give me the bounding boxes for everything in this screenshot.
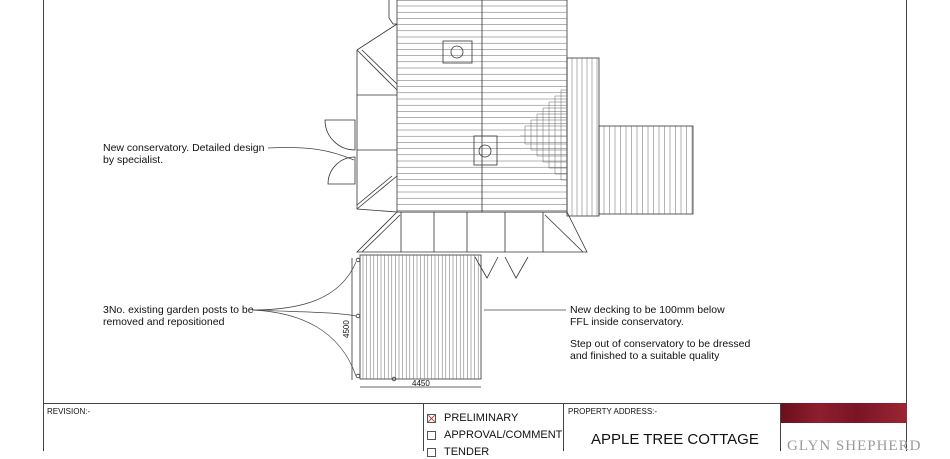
status-approval-label: APPROVAL/COMMENT (444, 429, 563, 441)
width-dimension: 4450 (412, 379, 430, 388)
decking-note-line-1: New decking to be 100mm below (570, 304, 725, 316)
garden-posts-note-line-1: 3No. existing garden posts to be (103, 304, 254, 316)
status-approval[interactable] (427, 428, 562, 442)
step-out-note-line-1: Step out of conservatory to be dressed (570, 338, 751, 350)
status-tender[interactable] (427, 445, 489, 459)
status-preliminary[interactable] (427, 411, 518, 425)
floor-plan (252, 0, 693, 387)
checkbox-icon[interactable] (427, 431, 436, 440)
status-tender-label: TENDER (444, 446, 490, 458)
leader-lines (252, 148, 566, 377)
property-address-label: PROPERTY ADDRESS:- (568, 407, 658, 416)
logo-band (781, 403, 907, 423)
revision-label: REVISION:- (47, 407, 91, 416)
right-roof (599, 126, 693, 214)
garden-posts-note-line-2: removed and repositioned (103, 316, 225, 328)
status-preliminary-label: PRELIMINARY (444, 412, 519, 424)
decking-note-line-2: FFL inside conservatory. (570, 316, 684, 328)
step-out-note (570, 338, 750, 362)
depth-dimension: 4500 (342, 320, 351, 338)
checkbox-icon[interactable] (427, 448, 436, 457)
decking-note (570, 304, 725, 328)
conservatory-note-line-1: New conservatory. Detailed design (103, 142, 265, 154)
conservatory-note (103, 142, 264, 166)
garden-posts-note (103, 304, 254, 328)
conservatory (325, 24, 397, 212)
logo-text: GLYN SHEPHERD (787, 438, 922, 454)
bottom-conservatory (357, 212, 587, 278)
main-roof (389, 0, 567, 212)
right-lean-to (520, 58, 599, 216)
conservatory-note-line-2: by specialist. (103, 154, 164, 166)
checkbox-checked-icon[interactable] (427, 414, 436, 423)
step-out-note-line-2: and finished to a suitable quality (570, 350, 720, 362)
decking (352, 255, 481, 387)
company-logo (781, 403, 922, 454)
property-name: APPLE TREE COTTAGE (591, 431, 759, 448)
